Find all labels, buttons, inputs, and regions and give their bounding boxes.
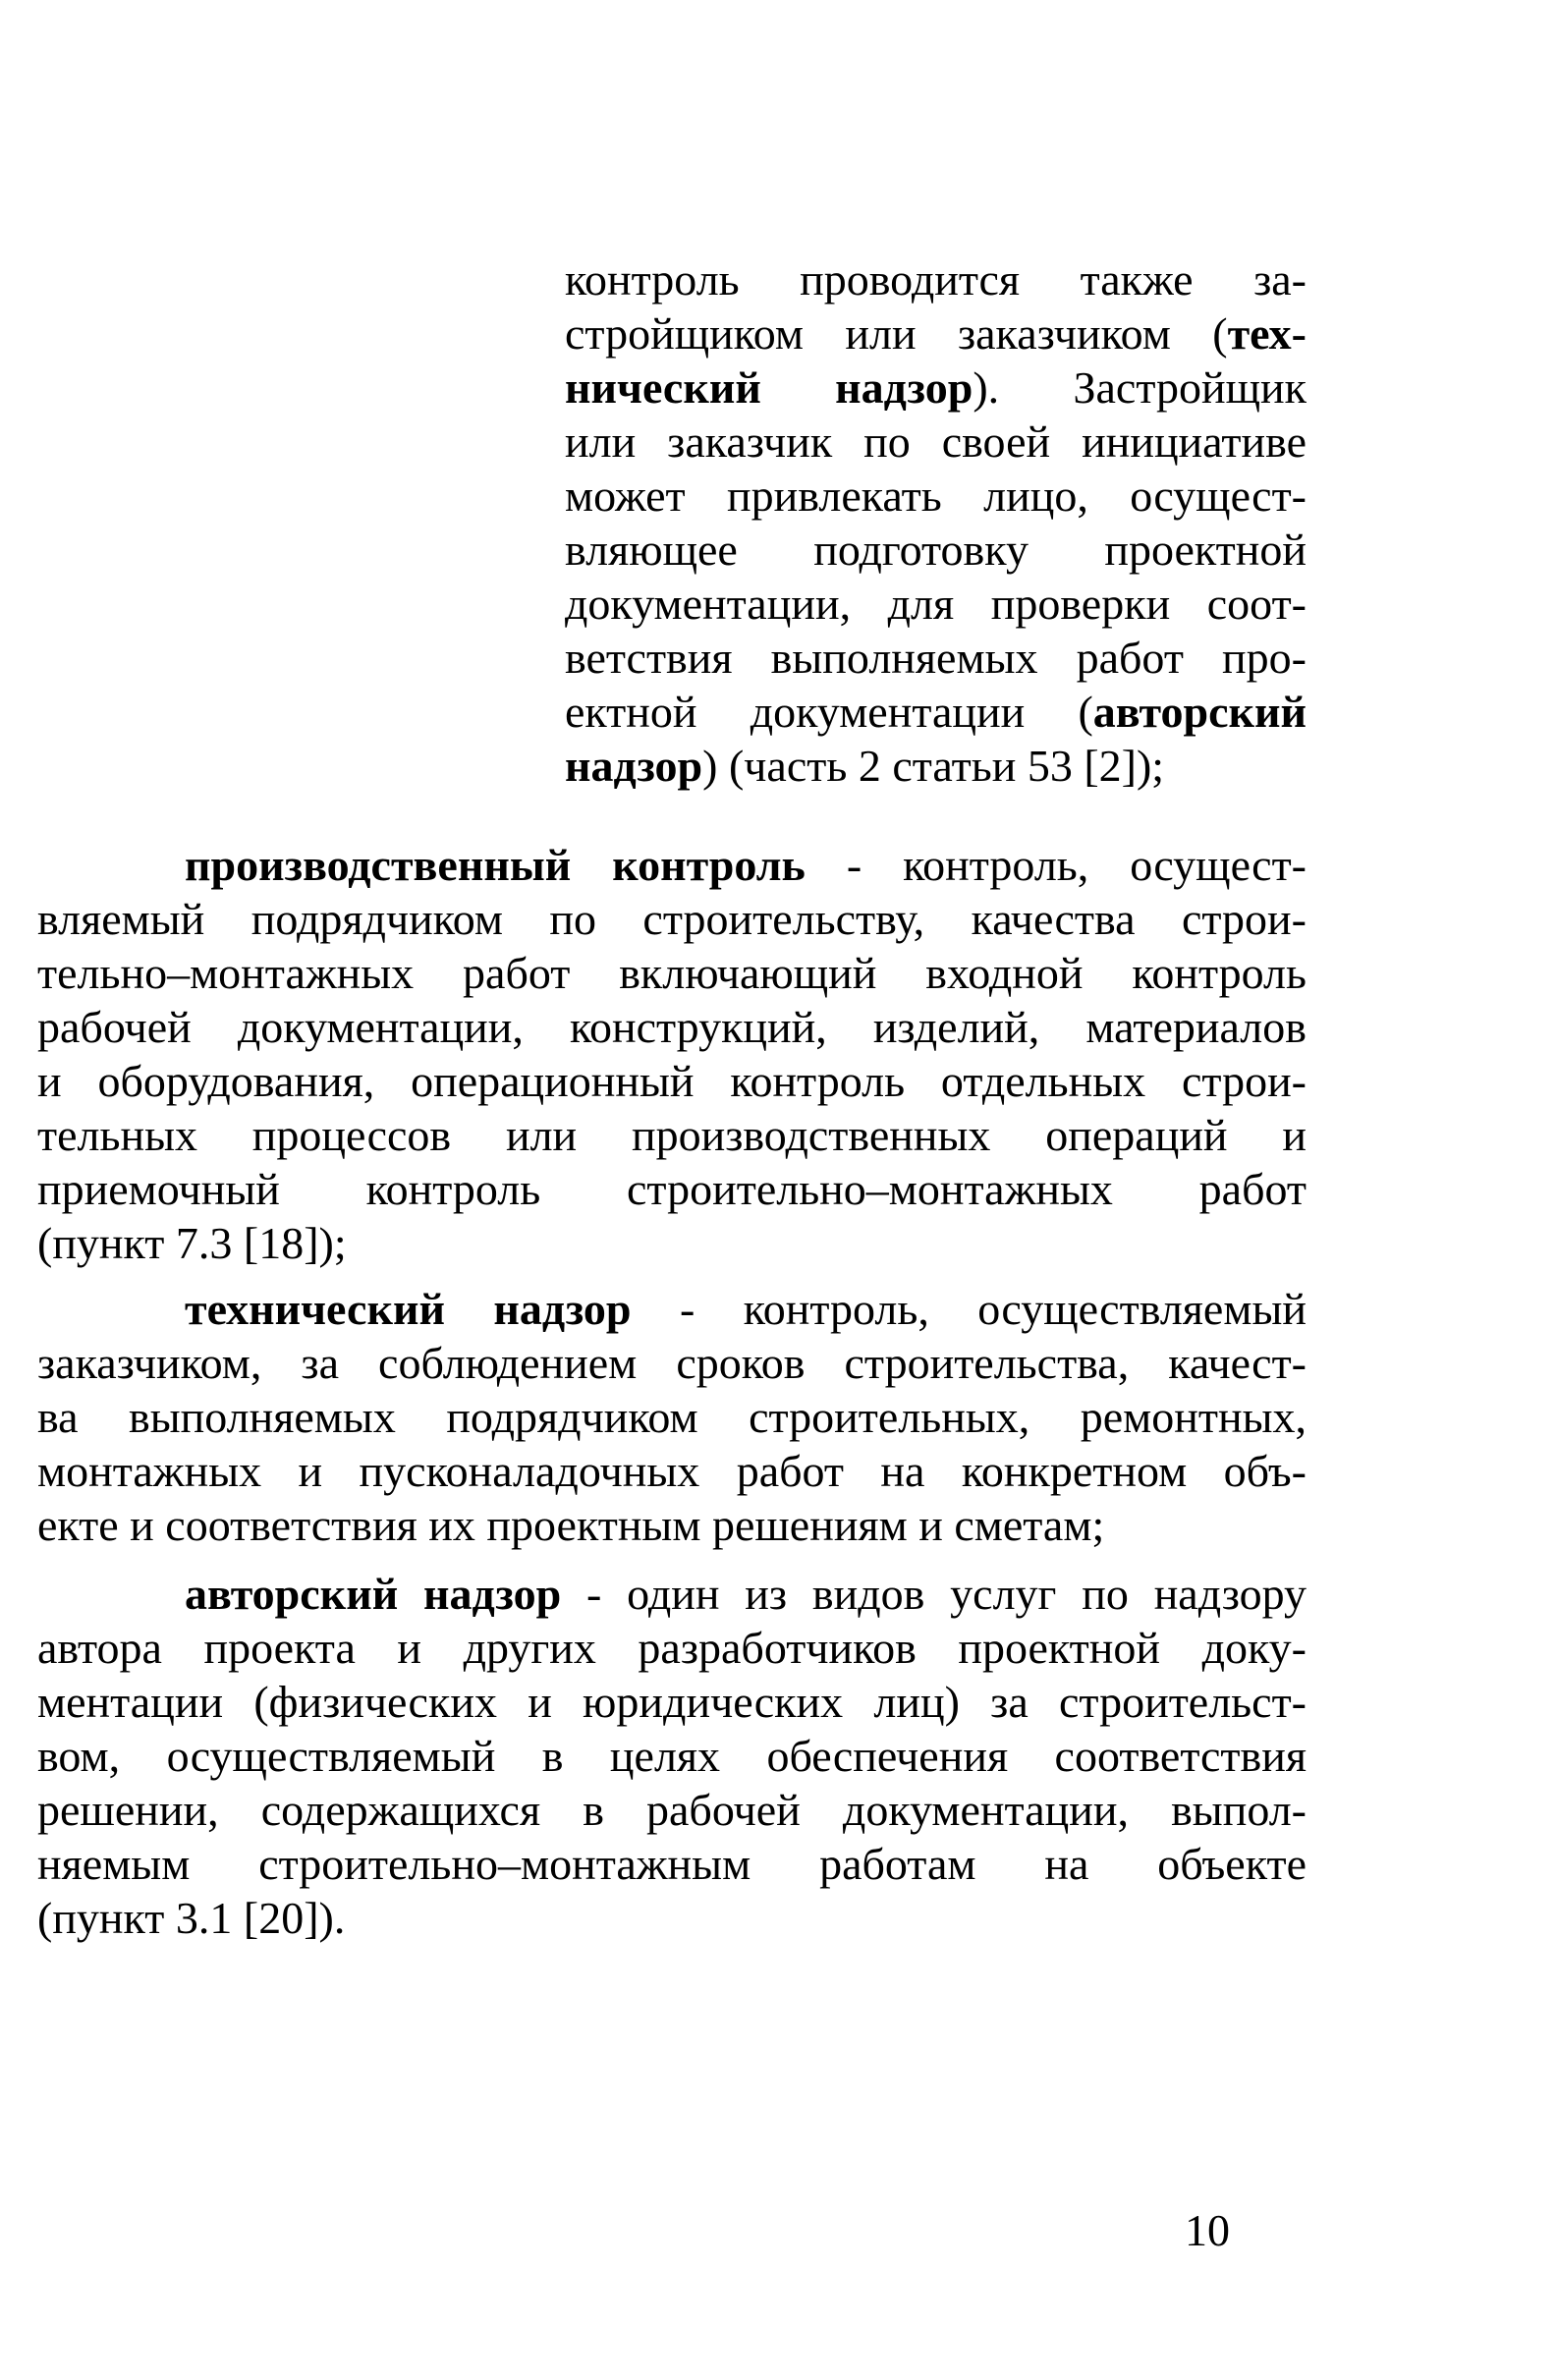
text-line: (пункт 7.3 [18]); <box>37 1218 347 1268</box>
definition-term: технический надзор <box>185 1284 632 1334</box>
term-bold: авторский <box>1092 687 1307 737</box>
text-line: автора проекта и других разработчиков проектной доку- <box>37 1623 1307 1673</box>
text-line: ектной документации (авторский <box>565 687 1307 737</box>
text-line: и оборудования, операционный контроль отдельных строи- <box>37 1056 1307 1106</box>
term-bold: нический надзор <box>565 362 973 413</box>
definition-term: производственный контроль <box>185 840 806 890</box>
text-line: монтажных и пусконаладочных работ на конкретном объ- <box>37 1446 1307 1496</box>
text-line: технический надзор - контроль, осуществляемый <box>185 1284 1307 1334</box>
text-line: заказчиком, за соблюдением сроков строительства, качест- <box>37 1338 1307 1388</box>
text-line: няемым строительно–монтажным работам на объекте <box>37 1839 1307 1889</box>
text-line: екте и соответствия их проектным решениям и сметам; <box>37 1500 1105 1550</box>
text-line: рабочей документации, конструкций, изделий, материалов <box>37 1002 1307 1052</box>
text-line: может привлекать лицо, осущест- <box>565 470 1307 521</box>
text-line: решении, содержащихся в рабочей документации, выпол- <box>37 1785 1307 1835</box>
definition-term: авторский надзор <box>185 1569 562 1619</box>
page-number: 10 <box>1185 2205 1230 2255</box>
text-line: стройщиком или заказчиком (тех- <box>565 308 1307 359</box>
text-line: производственный контроль - контроль, осущест- <box>185 840 1307 890</box>
term-bold: тех- <box>1227 308 1307 359</box>
text-line: надзор) (часть 2 статьи 53 [2]); <box>565 741 1165 791</box>
text-line: (пункт 3.1 [20]). <box>37 1893 346 1943</box>
text-line: или заказчик по своей инициативе <box>565 416 1307 467</box>
text-line: нический надзор). Застройщик <box>565 362 1307 413</box>
text-line: приемочный контроль строительно–монтажных работ <box>37 1164 1307 1214</box>
text-line: ва выполняемых подрядчиком строительных, ремонтных, <box>37 1392 1307 1442</box>
text-line: документации, для проверки соот- <box>565 579 1307 629</box>
text-line: контроль проводится также за- <box>565 254 1307 304</box>
text-line: вом, осуществляемый в целях обеспечения соответствия <box>37 1731 1307 1781</box>
text-line: ментации (физических и юридических лиц) за строительст- <box>37 1677 1307 1727</box>
text-line: авторский надзор - один из видов услуг по надзору <box>185 1569 1307 1619</box>
text-line: ветствия выполняемых работ про- <box>565 633 1307 683</box>
text-line: вляемый подрядчиком по строительству, качества строи- <box>37 894 1307 944</box>
text-line: тельных процессов или производственных операций и <box>37 1110 1307 1160</box>
term-bold: надзор <box>565 741 703 791</box>
text-line: вляющее подготовку проектной <box>565 525 1307 575</box>
text-line: тельно–монтажных работ включающий входной контроль <box>37 948 1307 998</box>
